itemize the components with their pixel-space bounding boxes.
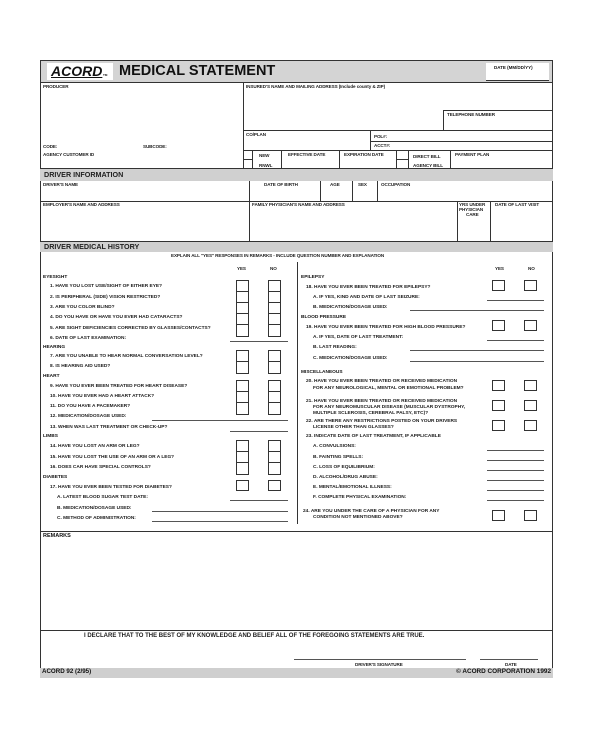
question-24-line2: CONDITION NOT MENTIONED ABOVE? [313,515,403,520]
question-23: 23. INDICATE DATE OF LAST TREATMENT, IF APPLICABLE [306,434,441,439]
yes-header-right: YES [495,266,504,271]
rnwl-label: RNWL [259,163,273,168]
employer-label: EMPLOYER'S NAME AND ADDRESS [43,202,120,207]
question-19a: A. IF YES, DATE OF LAST TREATMENT: [313,335,404,340]
eyesight-no-checkboxes[interactable] [268,280,281,337]
yes-header-left: YES [237,266,246,271]
limbs-no-checkboxes[interactable] [268,440,281,475]
question-10: 10. HAVE YOU EVER HAD A HEART ATTACK? [50,394,155,399]
question-24-line1: 24. ARE YOU UNDER THE CARE OF A PHYSICIAN FOR ANY [303,509,440,514]
hearing-yes-checkboxes[interactable] [236,350,249,374]
payment-plan-label: PAYMENT PLAN [455,152,490,157]
acord-logo-box [47,63,113,80]
eyesight-heading: EYESIGHT [43,275,68,280]
question-22-line2: LICENSE OTHER THAN GLASSES? [313,425,394,430]
form-header [40,60,553,82]
divider [370,141,553,142]
q24-no-checkbox[interactable] [524,510,537,521]
no-header-left: NO [270,266,277,271]
q17a-answer-line[interactable] [230,500,288,501]
telephone-field[interactable] [445,118,551,129]
q23d-answer-line[interactable] [487,480,544,481]
drivers-name-label: DRIVER'S NAME [43,182,79,187]
diabetes-heading: DIABETES [43,475,68,480]
new-checkbox[interactable] [244,151,253,160]
q17c-answer-line[interactable] [152,521,288,522]
q19c-answer-line[interactable] [410,361,544,362]
heart-no-checkboxes[interactable] [268,380,281,415]
driver-medical-history-section [40,241,553,252]
q17b-answer-line[interactable] [152,511,288,512]
divider [377,181,378,201]
question-20-line1: 20. HAVE YOU EVER BEEN TREATED OR RECEIVED MEDICATION [306,379,458,384]
driver-information-section [40,168,553,181]
question-1: 1. HAVE YOU LOST USE/SIGHT OF EITHER EYE? [50,284,163,289]
date-signature-line[interactable] [480,659,538,660]
q20-no-checkbox[interactable] [524,380,537,391]
divider [443,110,444,130]
direct-bill-checkbox[interactable] [397,151,409,160]
signature-date-label: DATE [505,662,517,667]
question-18a: A. IF YES, KIND AND DATE OF LAST SEIZURE: [313,295,420,300]
under-care-label-3: CARE [466,212,479,217]
limbs-heading: LIMBS [43,434,58,439]
occupation-label: OCCUPATION [381,182,411,187]
drivers-name-field[interactable] [42,188,247,200]
question-19: 19. HAVE YOU EVER BEEN TREATED FOR HIGH BLOOD PRESSURE? [306,325,466,330]
question-21-line2: FOR ANY NEUROMUSCULAR DISEASE (MUSCULAR DYSTROPHY, [313,405,466,410]
epilepsy-heading: EPILEPSY [301,275,325,280]
form-footer [40,668,553,678]
agency-bill-checkbox[interactable] [397,160,409,168]
question-17: 17. HAVE YOU EVER BEEN TESTED FOR DIABETES? [50,485,172,490]
signature-line[interactable] [294,659,466,660]
date-of-birth-label: DATE OF BIRTH [264,182,298,187]
question-17c: C. METHOD OF ADMINISTRATION: [57,516,136,521]
question-23f: F. COMPLETE PHYSICAL EXAMINATION: [313,495,407,500]
q18-no-checkbox[interactable] [524,280,537,291]
divider [490,201,491,241]
physician-label: FAMILY PHYSICIAN'S NAME AND ADDRESS [252,202,345,207]
q19b-answer-line[interactable] [410,350,544,351]
question-19c: C. MEDICATION/DOSAGE USED: [313,356,388,361]
telephone-label: TELEPHONE NUMBER [447,112,495,117]
no-header-right: NO [528,266,535,271]
hearing-no-checkboxes[interactable] [268,350,281,374]
direct-bill-label: DIRECT BILL [413,154,441,159]
subcode-label: SUBCODE: [143,144,167,149]
copyright: © ACORD CORPORATION 1992 [456,668,551,675]
question-18b: B. MEDICATION/DOSAGE USED: [313,305,388,310]
question-3: 3. ARE YOU COLOR BLIND? [50,305,115,310]
question-13: 13. WHEN WAS LAST TREATMENT OR CHECK-UP? [50,425,168,430]
question-22-line1: 22. ARE THERE ANY RESTRICTIONS POSTED ON YOUR DRIVERS [306,419,458,424]
under-care-label-2: PHYSICIAN [459,207,484,212]
agency-customer-id-label: AGENCY CUSTOMER ID [43,152,95,157]
expiration-date-label: EXPIRATION DATE [344,152,384,157]
divider [457,201,458,241]
q20-yes-checkbox[interactable] [492,380,505,391]
last-visit-label: DATE OF LAST VISIT [495,202,540,207]
age-label: AGE [330,182,340,187]
question-12: 12. MEDICATION/DOSAGE USED: [50,414,127,419]
form-title: MEDICAL STATEMENT [119,63,276,79]
question-15: 15. HAVE YOU LOST THE USE OF AN ARM OR A LEG? [50,455,175,460]
q22-no-checkbox[interactable] [524,420,537,431]
divider [40,630,553,631]
q23f-answer-line[interactable] [487,500,544,501]
q19-no-checkbox[interactable] [524,320,537,331]
question-14: 14. HAVE YOU LOST AN ARM OR LEG? [50,444,140,449]
q17-yes-checkbox[interactable] [236,480,249,491]
q22-yes-checkbox[interactable] [492,420,505,431]
date-label: DATE (MM/DD/YY) [494,65,533,70]
question-2: 2. IS PERIPHERAL (SIDE) VISION RESTRICTED? [50,295,161,300]
divider [40,82,553,83]
q21-yes-checkbox[interactable] [492,400,505,411]
question-23c: C. LOSS OF EQUILIBRIUM: [313,465,375,470]
divider [320,181,321,201]
question-11: 11. DO YOU HAVE A PACEMAKER? [50,404,131,409]
question-5: 5. ARE SIGHT DEFICIENCIES CORRECTED BY GLASSES/CONTACTS? [50,326,211,331]
divider [370,130,371,150]
new-label: NEW [259,153,270,158]
question-17b: B. MEDICATION/DOSAGE USED: [57,506,132,511]
effective-date-label: EFFECTIVE DATE [288,152,326,157]
column-divider [297,262,298,524]
question-21-line1: 21. HAVE YOU EVER BEEN TREATED OR RECEIVED MEDICATION [306,399,458,404]
question-17a: A. LATEST BLOOD SUGAR TEST DATE: [57,495,148,500]
q23c-answer-line[interactable] [487,470,544,471]
question-7: 7. ARE YOU UNABLE TO HEAR NORMAL CONVERSATION LEVEL? [50,354,203,359]
question-8: 8. IS HEARING AID USED? [50,364,111,369]
q23b-answer-line[interactable] [487,460,544,461]
acct-label: ACCT#: [374,143,391,148]
signature-label: DRIVER'S SIGNATURE [355,662,403,667]
question-23a: A. CONVULSIONS: [313,444,356,449]
divider [243,130,553,131]
divider [249,181,250,241]
q18-yes-checkbox[interactable] [492,280,505,291]
q18a-answer-line[interactable] [487,300,544,301]
blood-pressure-heading: BLOOD PRESSURE [301,315,347,320]
q17-no-checkbox[interactable] [268,480,281,491]
remarks-field[interactable] [42,541,551,629]
hearing-heading: HEARING [43,345,66,350]
question-21-line3: MULTIPLE SCLEROSIS, CEREBRAL PALSY, ETC)? [313,411,429,416]
question-9: 9. HAVE YOU EVER BEEN TREATED FOR HEART DISEASE? [50,384,188,389]
driver-information-title: DRIVER INFORMATION [44,170,124,179]
divider [339,150,340,168]
divider [443,110,553,111]
producer-field[interactable] [42,90,241,138]
q23e-answer-line[interactable] [487,490,544,491]
insured-address-label: INSURED'S NAME AND MAILING ADDRESS (Include county & ZIP) [246,84,385,89]
limbs-yes-checkboxes[interactable] [236,440,249,475]
form-id: ACORD 92 (2/95) [42,668,92,675]
divider [450,150,451,168]
q24-yes-checkbox[interactable] [492,510,505,521]
under-care-label-1: YRS UNDER [459,202,486,207]
employer-field[interactable] [42,208,247,240]
q23a-answer-line[interactable] [487,450,544,451]
heart-yes-checkboxes[interactable] [236,380,249,415]
producer-label: PRODUCER [43,84,69,89]
q6-answer-line[interactable] [230,341,288,342]
question-4: 4. DO YOU HAVE OR HAVE YOU EVER HAD CATARACTS? [50,315,183,320]
q18b-answer-line[interactable] [410,310,544,311]
medical-history-title: DRIVER MEDICAL HISTORY [44,242,140,251]
miscellaneous-heading: MISCELLANEOUS [301,370,343,375]
q21-no-checkbox[interactable] [524,400,537,411]
acord-trademark: TM [103,73,108,77]
divider [40,531,553,532]
q19-yes-checkbox[interactable] [492,320,505,331]
question-18: 18. HAVE YOU EVER BEEN TREATED FOR EPILEPSY? [306,285,431,290]
rnwl-checkbox[interactable] [244,160,253,168]
divider [352,181,353,201]
acord-logo: ACORD [51,63,103,79]
eyesight-yes-checkboxes[interactable] [236,280,249,337]
q19a-answer-line[interactable] [487,340,544,341]
q13-answer-line[interactable] [230,431,288,432]
insured-address-field[interactable] [245,90,440,130]
q12-answer-line[interactable] [152,420,288,421]
question-16: 16. DOES CAR HAVE SPECIAL CONTROLS? [50,465,151,470]
remarks-label: REMARKS [43,533,71,539]
question-20-line2: FOR ANY NEUROLOGICAL, MENTAL OR EMOTIONAL PROBLEM? [313,386,464,391]
instructions: EXPLAIN ALL "YES" RESPONSES IN REMARKS - INCLUDE QUESTION NUMBER AND EXPLANATION [171,253,385,258]
divider [281,150,282,168]
physician-field[interactable] [251,208,456,240]
agency-bill-label: AGENCY BILL [413,163,443,168]
question-23e: E. MENTAL/EMOTIONAL ILLNESS: [313,485,392,490]
declaration-statement: I DECLARE THAT TO THE BEST OF MY KNOWLEDGE AND BELIEF ALL OF THE FOREGOING STATEMENTS ARE TRUE. [84,633,425,639]
question-23b: B. FAINTING SPELLS: [313,455,364,460]
date-field[interactable] [486,63,549,81]
pol-label: POL#: [374,134,388,139]
question-6: 6. DATE OF LAST EXAMINATION: [50,336,127,341]
code-label: CODE: [43,144,58,149]
heart-heading: HEART [43,374,60,379]
question-23d: D. ALCOHOL/DRUG ABUSE: [313,475,378,480]
sex-label: SEX [358,182,367,187]
question-19b: B. LAST READING: [313,345,357,350]
co-plan-label: CO/PLAN [246,132,266,137]
